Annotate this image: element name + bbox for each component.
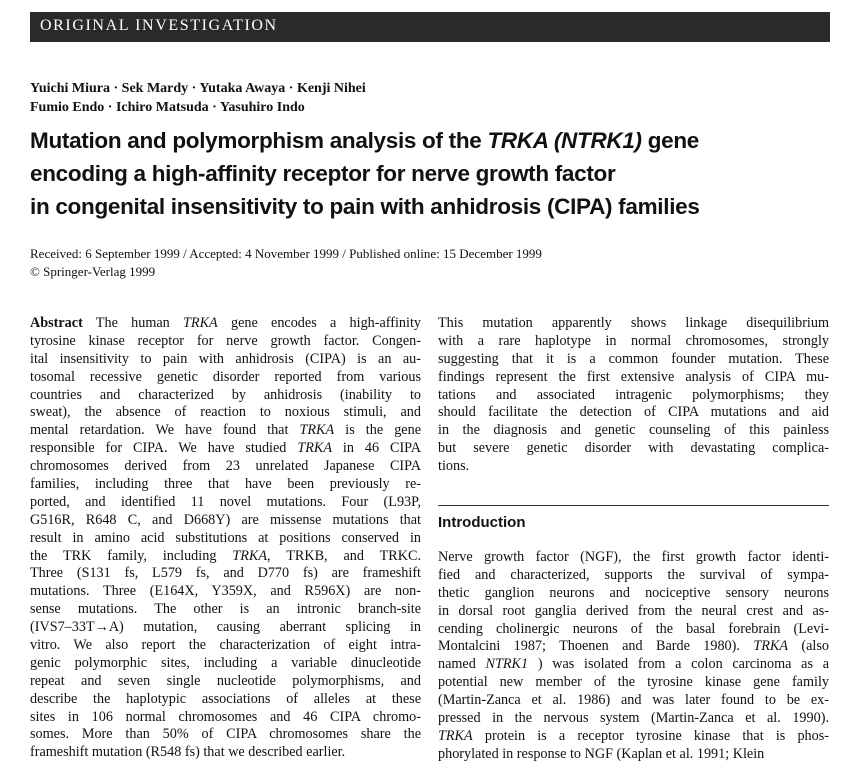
abstract-line: the TRK family, including TRKA, TRKB, and TRKC. [30,547,421,564]
introduction-line: Montalcini 1987; Thoenen and Barde 1980). TRKA (also [438,638,829,655]
abstract-line: mental retardation. We have found that TRKA is the gene [30,422,421,439]
abstract-line: tyrosine kinase receptor for nerve growth factor. Congen- [30,332,421,349]
author-list [30,79,366,117]
abstract-line: repeat and seven single nucleotide polymorphisms, and [30,672,421,689]
abstract-cont-line: in the diagnosis and genetic counseling of this painless [438,422,829,439]
publication-dates [30,245,542,281]
section-banner-label: ORIGINAL INVESTIGATION [40,17,278,34]
abstract-column [30,315,421,762]
abstract-line: ported, and identified 11 novel mutations. Four (L93P, [30,493,421,510]
title-gene-name: TRKA (NTRK1) [487,128,642,153]
abstract-cont-line: findings represent the first extensive analysis of CIPA mu- [438,368,829,385]
abstract-line: somes. More than 50% of CIPA chromosomes share the [30,726,421,743]
introduction-line: in dorsal root ganglia derived from the neural crest and as- [438,602,829,619]
title-line-1-end: gene [641,128,700,153]
introduction-line: pressed in the nervous system (Martin-Zanca et al. 1990). [438,710,829,727]
abstract-line: sense mutations. The other is an intronic branch-site [30,601,421,618]
abstract-line: Three (S131 fs, L579 fs, and D770 fs) are frameshift [30,565,421,582]
abstract-line: vitro. We also report the characterization of eight intra- [30,637,421,654]
title-line-1 [30,124,830,157]
title-line-2: encoding a high-affinity receptor for nerve growth factor [30,161,616,186]
title-line-1-start: Mutation and polymorphism analysis of the [30,128,488,153]
abstract-cont-line: should facilitate the detection of CIPA mutations and aid [438,404,829,421]
copyright-notice: © Springer-Verlag 1999 [30,264,156,279]
introduction-rule [438,505,829,506]
abstract-cont-line: tions. [438,458,470,475]
abstract-line: frameshift mutation (R548 fs) that we described earlier. [30,744,346,761]
abstract-cont-line: suggesting that it is a common founder mutation. These [438,350,829,367]
title-line-3: in congenital insensitivity to pain with anhidrosis (CIPA) families [30,194,700,219]
introduction-line: TRKA protein is a receptor tyrosine kinase that is phos- [438,727,829,744]
introduction-line: Nerve growth factor (NGF), the first growth factor identi- [438,549,829,565]
introduction-line: fied and characterized, supports the survival of sympa- [438,566,829,583]
section-banner [30,12,830,42]
abstract-line: countries and characterized by anhidrosis (inability to [30,386,421,403]
abstract-line: chromosomes derived from 23 unrelated Japanese CIPA [30,458,421,475]
introduction-line: named NTRK1 ) was isolated from a colon carcinoma as a [438,656,829,673]
introduction-line: cending cholinergic neurons of the basal forebrain (Levi- [438,620,829,637]
abstract-line: responsible for CIPA. We have studied TRKA in 46 CIPA [30,440,421,457]
introduction-line: phorylated in response to NGF (Kaplan et al. 1991; Klein [438,745,765,762]
author-line-1: Yuichi Miura · Sek Mardy · Yutaka Awaya · Kenji Nihei [30,81,366,96]
received-accepted-published: Received: 6 September 1999 / Accepted: 4 November 1999 / Published online: 15 December 1999 [30,246,542,261]
abstract-line: describe the haplotypic associations of alleles at these [30,690,421,707]
abstract-line: families, including three that have been previously re- [30,476,421,493]
abstract-line: sites in 106 normal chromosomes and 46 CIPA chromo- [30,708,421,725]
abstract-cont-line: This mutation apparently shows linkage disequilibrium [438,315,829,331]
abstract-continuation-column [438,315,829,476]
abstract-line: (IVS7–33T→A) mutation, causing aberrant splicing in [30,619,421,636]
abstract-line: tosomal recessive genetic disorder reported from various [30,368,421,385]
abstract-cont-line: with a rare haplotype in normal chromosomes, strongly [438,332,829,349]
introduction-line: thetic ganglion neurons and nociceptive sensory neurons [438,584,829,601]
introduction-heading: Introduction [438,514,526,531]
introduction-line: (Martin-Zanca et al. 1986) and was later found to be ex- [438,692,829,709]
abstract-line: Abstract The human TRKA gene encodes a high-affinity [30,315,421,331]
abstract-line: genic polymorphic sites, including a variable dinucleotide [30,654,421,671]
abstract-line: G516R, R648 C, and D668Y) are missense mutations that [30,511,421,528]
article-title [30,124,830,223]
abstract-label: Abstract [30,315,83,331]
abstract-line: sweat), the absence of reaction to noxious stimuli, and [30,404,421,421]
abstract-cont-line: but severe genetic disorder with devastating complica- [438,440,829,457]
abstract-line: ital insensitivity to pain with anhidrosis (CIPA) is an au- [30,350,421,367]
introduction-body [438,549,829,764]
abstract-line: result in amino acid substitutions at positions conserved in [30,529,421,546]
introduction-line: potential new member of the tyrosine kinase gene family [438,674,829,691]
abstract-cont-line: tations and associated intragenic polymorphisms; they [438,386,829,403]
author-line-2: Fumio Endo · Ichiro Matsuda · Yasuhiro Indo [30,100,305,115]
abstract-line: mutations. Three (E164X, Y359X, and R596X) are non- [30,583,421,600]
